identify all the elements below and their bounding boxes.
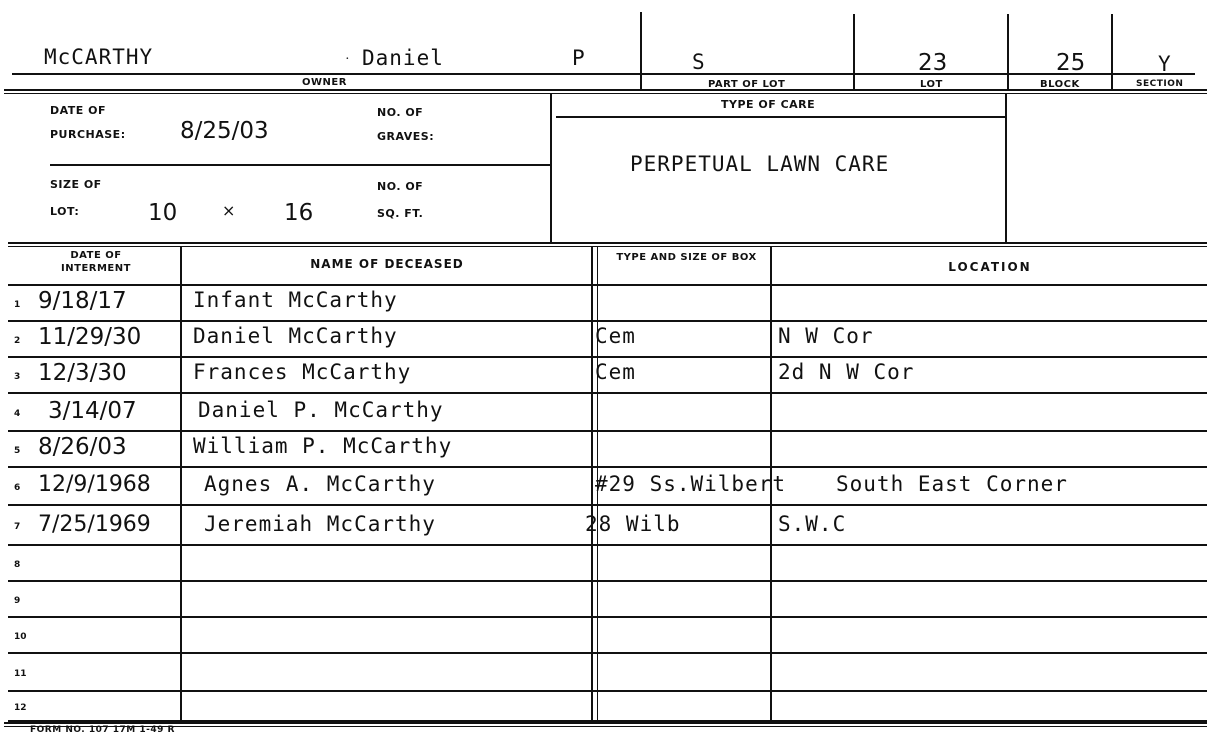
purchase-label: PURCHASE:: [50, 128, 126, 141]
type-of-care-value: PERPETUAL LAWN CARE: [630, 152, 890, 176]
table-row: [8, 504, 1207, 544]
table-row: [8, 356, 1207, 392]
header-date-of-interment: DATE OF INTERMENT: [61, 250, 131, 274]
table-row: [8, 430, 1207, 466]
row-name: Agnes A. McCarthy: [204, 472, 436, 496]
row-date: 9/18/17: [38, 288, 127, 314]
row-name: William P. McCarthy: [193, 434, 453, 458]
row-location: S.W.C: [778, 512, 847, 536]
owner-middle-initial: P: [572, 46, 586, 70]
table-row: [8, 466, 1207, 504]
row-number: 10: [14, 632, 27, 642]
row-name: Infant McCarthy: [193, 288, 398, 312]
row-number: 4: [14, 409, 21, 419]
row-number: 9: [14, 596, 21, 606]
type-of-care-label: TYPE OF CARE: [721, 98, 816, 111]
owner-first-name: Daniel: [362, 46, 444, 70]
row-number: 8: [14, 560, 21, 570]
row-date: 11/29/30: [38, 324, 142, 350]
no-of-sqft-label: NO. OF: [377, 180, 424, 193]
lot-size-a: 10: [148, 200, 178, 226]
no-of-graves-label: NO. OF: [377, 106, 424, 119]
row-number: 6: [14, 483, 21, 493]
burial-record-card: McCARTHY · Daniel P OWNER S PART OF LOT 23 LOT 25 BLOCK Y SECTION DATE OF PURCHASE: 8/25/03 NO. OF GRAVES: SIZE OF LOT: 10 × 16 NO. OF SQ. FT. TYPE OF CARE PERPETUAL LAWN CARE DATE OF INTERMENT NAME OF DECEASED TYPE AND SIZE OF BOX LOCATION 1 9/18/17 Infant McCarthy 2 11/29/30 Daniel McCarthy Cem N W Cor 3 12/3/30 Frances McCarthy Cem 2d N W Cor 4 3/14/07 Daniel P. McCarthy 5 8/26/03 William P. McCarthy 6 12/9/1968 Agnes A. McCarthy #29 Ss.Wilbert South East Corner 7 7/25/1969 Jeremiah McCarthy 28 Wilb S.W.C 8 9 10 11 12 FORM NO. 107 17M 1-49 R: [0, 0, 1212, 752]
table-row: [8, 320, 1207, 356]
row-location: 2d N W Cor: [778, 360, 915, 384]
row-name: Frances McCarthy: [193, 360, 412, 384]
size-of-label: SIZE OF: [50, 178, 102, 191]
row-name: Daniel P. McCarthy: [198, 398, 444, 422]
header-type-and-size-of-box: TYPE AND SIZE OF BOX: [616, 252, 757, 263]
row-date: 12/9/1968: [38, 472, 151, 497]
row-number: 7: [14, 522, 21, 532]
times-sign: ×: [222, 201, 236, 220]
lot-value: 23: [918, 50, 948, 76]
row-date: 12/3/30: [38, 360, 127, 386]
row-date: 7/25/1969: [38, 512, 151, 537]
row-number: 1: [14, 300, 21, 310]
row-number: 5: [14, 446, 21, 456]
date-of-label: DATE OF: [50, 104, 107, 117]
owner-label: OWNER: [302, 77, 347, 88]
table-row: [8, 690, 1207, 720]
row-number: 2: [14, 336, 21, 346]
row-box: Cem: [595, 360, 636, 384]
row-location: N W Cor: [778, 324, 874, 348]
table-row: [8, 652, 1207, 690]
lot-size-b: 16: [284, 200, 314, 226]
lot-label: LOT: [920, 79, 943, 90]
row-name: Jeremiah McCarthy: [204, 512, 436, 536]
purchase-date: 8/25/03: [180, 118, 269, 144]
row-name: Daniel McCarthy: [193, 324, 398, 348]
part-of-lot-label: PART OF LOT: [708, 79, 786, 90]
row-box: 28 Wilb: [585, 512, 681, 536]
table-row: [8, 580, 1207, 616]
section-value: Y: [1158, 52, 1172, 76]
table-row: [8, 284, 1207, 320]
block-value: 25: [1056, 50, 1086, 76]
block-label: BLOCK: [1040, 79, 1080, 90]
row-box: Cem: [595, 324, 636, 348]
row-date: 8/26/03: [38, 434, 127, 460]
header-name-of-deceased: NAME OF DECEASED: [310, 257, 464, 271]
sqft-label: SQ. FT.: [377, 207, 424, 220]
table-row: [8, 616, 1207, 652]
lot-size-label: LOT:: [50, 205, 80, 218]
owner-surname: McCARTHY: [44, 45, 154, 69]
row-number: 12: [14, 703, 27, 713]
graves-label: GRAVES:: [377, 130, 435, 143]
table-row: [8, 544, 1207, 580]
part-of-lot-value: S: [692, 50, 706, 74]
row-box: #29 Ss.Wilbert: [595, 472, 787, 496]
header-location: LOCATION: [948, 260, 1032, 274]
section-label: SECTION: [1136, 79, 1184, 89]
row-date: 3/14/07: [48, 398, 137, 424]
row-location: South East Corner: [836, 472, 1068, 496]
table-row: [8, 392, 1207, 430]
row-number: 11: [14, 669, 27, 679]
row-number: 3: [14, 372, 21, 382]
form-number: FORM NO. 107 17M 1-49 R: [30, 725, 175, 735]
